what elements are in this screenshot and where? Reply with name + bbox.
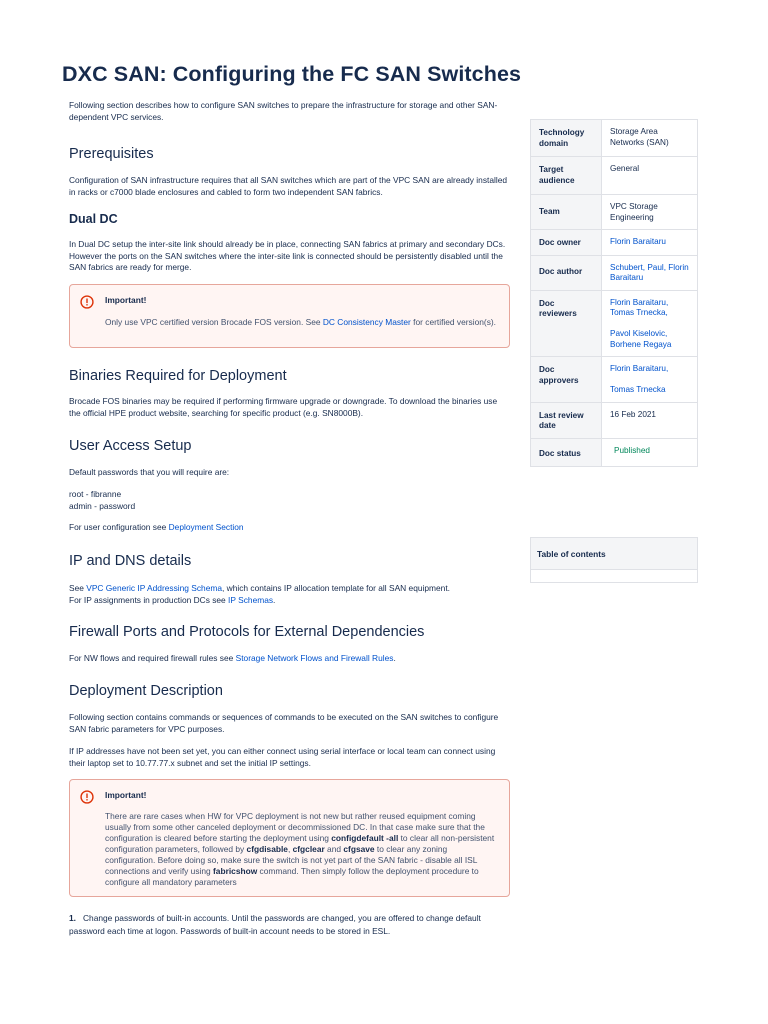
note-text: to clear all non-persistent configuration parameters, followed by <box>105 833 495 854</box>
ip-dns-text <box>69 583 519 606</box>
ip-text: . <box>273 594 276 605</box>
step-1 <box>69 912 514 938</box>
table-row <box>531 402 698 438</box>
meta-key: Team <box>539 207 560 216</box>
meta-value: Storage Area Networks (SAN) <box>610 127 669 147</box>
table-row <box>531 230 698 256</box>
ip-text: See <box>69 583 87 593</box>
note-text: Only use VPC certified version Brocade FOS version. See <box>105 317 323 327</box>
document-metadata-table <box>530 119 698 467</box>
toc-title: Table of contents <box>537 549 606 559</box>
meta-key: Technology domain <box>539 128 585 148</box>
prerequisites-text: Configuration of SAN infrastructure requires that all SAN switches which are part of the VPC SAN are already installed in racks or c7000 blade enclosures and cabled to form two independent SAN fabrics. <box>69 175 508 197</box>
doc-author-link[interactable]: Schubert, Paul, Florin Baraitaru <box>610 262 689 282</box>
note-text: to clear any zoning configuration. Before doing so, make sure the switch is not yet part of the SAN fabric - disable all ISL connections and verify using <box>105 844 478 876</box>
command-cfgclear: cfgclear <box>292 844 325 854</box>
note-body <box>105 811 495 888</box>
command-fabricshow: fabricshow <box>213 866 258 876</box>
deployment-text-1: Following section contains commands or sequences of commands to be executed on the SAN switches to configure SAN fabric parameters for VPC purposes. <box>69 712 499 734</box>
note-title: Important! <box>105 295 147 305</box>
meta-value: 16 Feb 2021 <box>610 409 656 419</box>
table-row <box>531 120 698 157</box>
note-body <box>105 317 499 328</box>
step-number: 1. <box>69 913 76 923</box>
binaries-heading: Binaries Required for Deployment <box>69 368 287 384</box>
error-icon <box>80 295 94 309</box>
table-row <box>531 195 698 230</box>
meta-value: General <box>610 164 640 173</box>
doc-reviewers-link[interactable] <box>602 291 697 357</box>
table-of-contents <box>530 537 698 583</box>
note-text: command. Then simply follow the deployment procedure to configure all mandatory parameters <box>105 866 479 887</box>
reviewers-line[interactable]: Pavol Kiselovic, Borhene Regaya <box>610 329 672 349</box>
deployment-text-2: If IP addresses have not been set yet, you can either connect using serial interface or local team can connect using their laptop set to 10.77.77.x subnet and set the initial IP settings. <box>69 746 496 768</box>
doc-approvers-link[interactable] <box>602 357 697 402</box>
table-row <box>531 438 698 466</box>
important-note-reuse <box>69 779 510 897</box>
ip-text: , which contains IP allocation template for all SAN equipment. <box>222 583 450 593</box>
credential-root: root - fibranne <box>69 489 122 499</box>
reviewers-line[interactable]: Florin Baraitaru, Tomas Trnecka, <box>610 297 669 317</box>
ip-text: For IP assignments in production DCs see <box>69 594 229 605</box>
deployment-heading: Deployment Description <box>69 683 223 699</box>
approvers-line[interactable]: Florin Baraitaru, <box>610 364 669 373</box>
doc-owner-link[interactable]: Florin Baraitaru <box>610 237 666 246</box>
command-configdefault: configdefault -all <box>331 833 399 843</box>
command-cfgdisable: cfgdisable <box>246 844 288 854</box>
vpc-ip-schema-link[interactable]: VPC Generic IP Addressing Schema <box>86 583 223 593</box>
meta-key: Doc status <box>539 448 581 458</box>
important-note-fos <box>69 284 510 348</box>
table-row <box>531 157 698 195</box>
note-text: , <box>287 844 293 854</box>
firewall-label: . <box>393 653 396 663</box>
page-title: DXC SAN: Configuring the FC SAN Switches <box>62 62 522 86</box>
credential-admin: admin - password <box>69 501 136 511</box>
deployment-section-link[interactable]: Deployment Section <box>168 522 244 532</box>
meta-key: Doc owner <box>539 238 581 247</box>
toc-header <box>531 538 697 570</box>
note-text: and <box>324 844 344 854</box>
step-text: Change passwords of built-in accounts. Until the passwords are changed, you are offered to change default password each time at logon. Passwords of built-in account needs to be stored in ESL. <box>69 913 481 936</box>
user-access-text: Default passwords that you will require are: <box>69 467 230 477</box>
intro-text: Following section describes how to configure SAN switches to prepare the infrastructure for storage and other SAN-dependent VPC services. <box>69 100 498 122</box>
note-text: for certified version(s). <box>410 317 496 327</box>
storage-network-flows-link[interactable]: Storage Network Flows and Firewall Rules <box>235 653 394 663</box>
prerequisites-heading: Prerequisites <box>69 146 154 162</box>
command-cfgsave: cfgsave <box>343 844 375 854</box>
firewall-label: For NW flows and required firewall rules see <box>69 653 236 663</box>
meta-key: Doc author <box>539 266 583 276</box>
meta-key: Last review date <box>539 410 584 430</box>
note-text: There are rare cases when HW for VPC deployment is not new but rather reused equipment coming usually from some other canceled deployment or decommissioned DC. In that case make sure that the configuration is cleared before starting the deployment using <box>105 811 485 843</box>
status-badge: Published <box>614 445 650 455</box>
table-row <box>531 290 698 357</box>
meta-key: Target audience <box>539 165 575 185</box>
table-row <box>531 255 698 290</box>
firewall-text <box>69 653 396 665</box>
firewall-heading: Firewall Ports and Protocols for External Dependencies <box>69 624 425 640</box>
user-access-heading: User Access Setup <box>69 438 192 454</box>
meta-value: VPC Storage Engineering <box>610 202 658 222</box>
ip-schemas-link[interactable]: IP Schemas <box>228 594 274 605</box>
approvers-line[interactable]: Tomas Trnecka <box>610 385 666 394</box>
note-title: Important! <box>105 790 147 800</box>
binaries-text: Brocade FOS binaries may be required if performing firmware upgrade or downgrade. To download the binaries use the official HPE product website, searching for specific product (e.g. SN8000B). <box>69 396 498 418</box>
dual-dc-heading: Dual DC <box>69 212 118 226</box>
error-icon <box>80 790 94 804</box>
user-config-label: For user configuration see <box>69 522 169 532</box>
ip-dns-heading: IP and DNS details <box>69 553 192 569</box>
meta-key: Doc approvers <box>539 365 579 385</box>
dc-consistency-master-link[interactable]: DC Consistency Master <box>322 317 411 327</box>
table-row <box>531 357 698 403</box>
dual-dc-text: In Dual DC setup the inter-site link should already be in place, connecting SAN fabrics at primary and secondary DCs. However the ports on the SAN switches where the inter-site link is connected should be persistently disabled until the SAN fabrics are ready for merge. <box>69 239 506 272</box>
user-config-text <box>69 522 244 534</box>
meta-key: Doc reviewers <box>539 298 577 318</box>
